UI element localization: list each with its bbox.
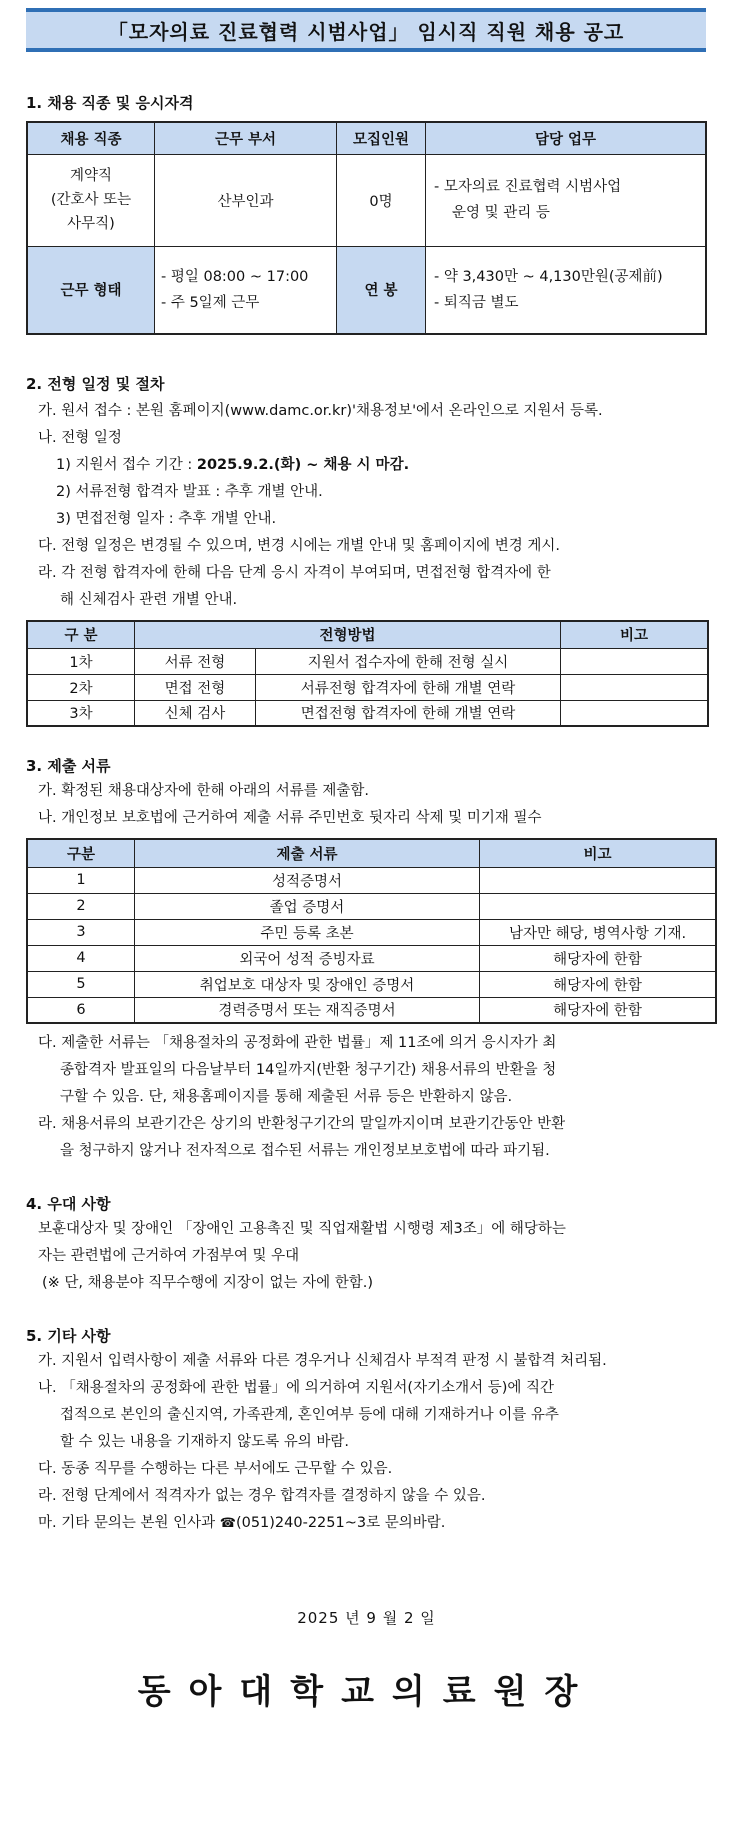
sec5-item-ma: 마. 기타 문의는 본원 인사과 ☎(051)240-2251~3로 문의바람. bbox=[26, 1510, 707, 1537]
section-3-heading: 3. 제출 서류 bbox=[26, 757, 111, 775]
process-row: 1차 서류 전형 지원서 접수자에 한해 전형 실시 bbox=[27, 648, 708, 674]
process-div-header: 구 분 bbox=[27, 621, 135, 648]
salary-header: 연 봉 bbox=[337, 246, 426, 334]
dept-cell: 산부인과 bbox=[155, 154, 337, 246]
sec2-item-ra-cont: 해 신체검사 관련 개별 안내. bbox=[60, 592, 238, 608]
table-row: 3 주민 등록 초본 남자만 해당, 병역사항 기재. bbox=[27, 919, 716, 945]
sec3-item-da-cont1: 종합격자 발표일의 다음날부터 14일까지(반환 청구기간) 채용서류의 반환을 청 bbox=[60, 1062, 557, 1078]
notice-title: 「모자의료 진료협력 시범사업」 임시직 직원 채용 공고 bbox=[26, 8, 706, 52]
section-5 bbox=[26, 1325, 707, 1537]
sec4-note: (※ 단, 채용분야 직무수행에 지장이 없는 자에 한함.) bbox=[42, 1275, 374, 1291]
doc-name-header: 제출 서류 bbox=[135, 839, 480, 867]
sec2-item-ra: 라. 각 전형 합격자에 한해 다음 단계 응시 자격이 부여되며, 면접전형 합격자에 한 bbox=[38, 565, 551, 581]
documents-table bbox=[26, 838, 717, 1024]
job-type-cell: 계약직 (간호사 또는 사무직) bbox=[27, 154, 155, 246]
sec3-item-na: 나. 개인정보 보호법에 근거하여 제출 서류 주민번호 뒷자리 삭제 및 미기재 필수 bbox=[38, 810, 542, 826]
process-table bbox=[26, 620, 709, 727]
sec3-item-da: 다. 제출한 서류는 「채용절차의 공정화에 관한 법률」제 11조에 의거 응시자가 최 bbox=[38, 1035, 557, 1051]
count-cell: 0명 bbox=[337, 154, 426, 246]
work-type-cell: - 평일 08:00 ~ 17:00 - 주 5일제 근무 bbox=[155, 246, 337, 334]
table-row: 2 졸업 증명서 bbox=[27, 893, 716, 919]
sec3-item-ra-cont: 을 청구하지 않거나 전자적으로 접수된 서류는 개인정보보호법에 따라 파기됨. bbox=[60, 1143, 550, 1159]
sec3-item-ga: 가. 확정된 채용대상자에 한해 아래의 서류를 제출함. bbox=[38, 783, 370, 799]
issuer-signature: 동아대학교의료원장 bbox=[137, 1672, 596, 1712]
section-1-heading: 1. 채용 직종 및 응시자격 bbox=[26, 94, 194, 112]
sec2-step-2: 2) 서류전형 합격자 발표 : 추후 개별 안내. bbox=[56, 484, 323, 500]
sec3-item-da-cont2: 구할 수 있음. 단, 채용홈페이지를 통해 제출된 서류 등은 반환하지 않음. bbox=[60, 1089, 513, 1105]
sec2-step-1: 1) 지원서 접수 기간 : 2025.9.2.(화) ~ 채용 시 마감. bbox=[56, 457, 410, 473]
phone-icon: ☎ bbox=[219, 1516, 236, 1531]
sec3-item-ra: 라. 채용서류의 보관기간은 상기의 반환청구기간의 말일까지이며 보관기간동안 반환 bbox=[38, 1116, 566, 1132]
section-2 bbox=[26, 373, 707, 727]
table-row: 4 외국어 성적 증빙자료 해당자에 한함 bbox=[27, 945, 716, 971]
table-row: 6 경력증명서 또는 재직증명서 해당자에 한함 bbox=[27, 997, 716, 1023]
sec2-step-3: 3) 면접전형 일자 : 추후 개별 안내. bbox=[56, 511, 277, 527]
section-3 bbox=[26, 755, 707, 1165]
sec2-item-ga: 가. 원서 접수 : 본원 홈페이지(www.damc.or.kr)'채용정보'에서 온라인으로 지원서 등록. bbox=[38, 403, 603, 419]
sec4-line-2: 자는 관련법에 근거하여 가점부여 및 우대 bbox=[38, 1248, 300, 1264]
process-method-header: 전형방법 bbox=[135, 621, 561, 648]
section-2-heading: 2. 전형 일정 및 절차 bbox=[26, 375, 165, 393]
doc-note-header: 비고 bbox=[480, 839, 717, 867]
duty-cell: - 모자의료 진료협력 시범사업 운영 및 관리 등 bbox=[426, 154, 707, 246]
notice-date: 2025 년 9 월 2 일 bbox=[297, 1609, 436, 1627]
salary-cell: - 약 3,430만 ~ 4,130만원(공제前) - 퇴직금 별도 bbox=[426, 246, 707, 334]
section-1 bbox=[26, 92, 707, 335]
sec2-item-da: 다. 전형 일정은 변경될 수 있으며, 변경 시에는 개별 안내 및 홈페이지에 변경 게시. bbox=[38, 538, 560, 554]
table-row: 5 취업보호 대상자 및 장애인 증명서 해당자에 한함 bbox=[27, 971, 716, 997]
section-4-heading: 4. 우대 사항 bbox=[26, 1195, 111, 1213]
work-type-header: 근무 형태 bbox=[27, 246, 155, 334]
job-table bbox=[26, 121, 707, 335]
doc-no-header: 구분 bbox=[27, 839, 135, 867]
dept-header: 근무 부서 bbox=[155, 122, 337, 154]
sec4-line-1: 보훈대상자 및 장애인 「장애인 고용촉진 및 직업재활법 시행령 제3조」에 해당하는 bbox=[38, 1221, 566, 1237]
process-note-header: 비고 bbox=[561, 621, 709, 648]
sec5-item-ra: 라. 전형 단계에서 적격자가 없는 경우 합격자를 결정하지 않을 수 있음. bbox=[38, 1488, 486, 1504]
duty-header: 담당 업무 bbox=[426, 122, 707, 154]
sec5-item-da: 다. 동종 직무를 수행하는 다른 부서에도 근무할 수 있음. bbox=[38, 1461, 393, 1477]
section-4 bbox=[26, 1193, 707, 1297]
count-header: 모집인원 bbox=[337, 122, 426, 154]
sec5-item-na: 나. 「채용절차의 공정화에 관한 법률」에 의거하여 지원서(자기소개서 등)에 직간 bbox=[38, 1380, 555, 1396]
process-row: 3차 신체 검사 면접전형 합격자에 한해 개별 연락 bbox=[27, 700, 708, 726]
sec5-item-ga: 가. 지원서 입력사항이 제출 서류와 다른 경우거나 신체검사 부적격 판정 시 불합격 처리됨. bbox=[38, 1353, 607, 1369]
section-5-heading: 5. 기타 사항 bbox=[26, 1327, 111, 1345]
job-type-header: 채용 직종 bbox=[27, 122, 155, 154]
table-row: 1 성적증명서 bbox=[27, 867, 716, 893]
process-row: 2차 면접 전형 서류전형 합격자에 한해 개별 연락 bbox=[27, 674, 708, 700]
sec5-item-na-cont1: 접적으로 본인의 출신지역, 가족관계, 혼인여부 등에 대해 기재하거나 이를 유추 bbox=[60, 1407, 559, 1423]
sec5-item-na-cont2: 할 수 있는 내용을 기재하지 않도록 유의 바람. bbox=[60, 1434, 349, 1450]
sec2-item-na: 나. 전형 일정 bbox=[38, 430, 122, 446]
